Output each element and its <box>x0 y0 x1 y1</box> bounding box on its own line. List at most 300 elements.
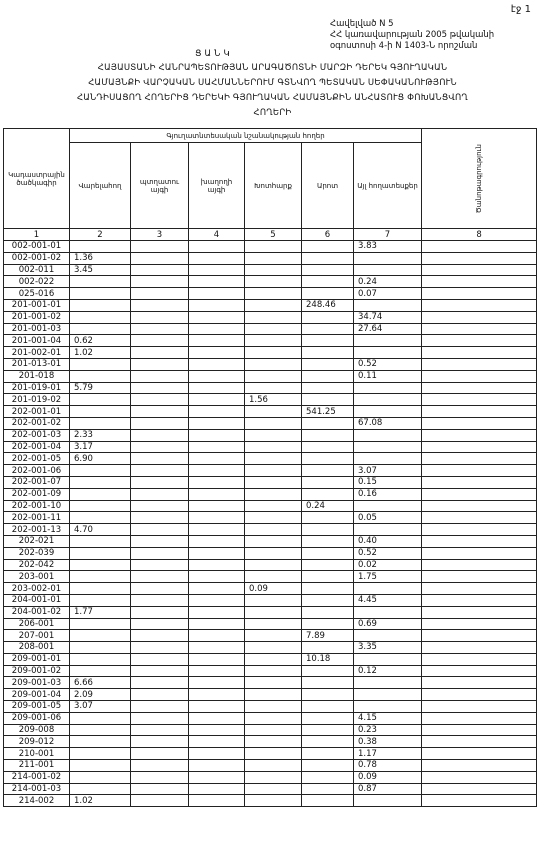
cadastral-code-cell: 214-001-03 <box>4 783 70 795</box>
table-row <box>4 335 537 347</box>
area-cell <box>131 571 189 583</box>
area-cell <box>189 701 245 713</box>
cadastral-code-cell: 209-012 <box>4 736 70 748</box>
table-row <box>4 288 537 300</box>
area-cell: 1.56 <box>245 394 302 406</box>
area-cell <box>245 712 302 724</box>
area-cell <box>70 653 131 665</box>
table-row <box>4 252 537 264</box>
note-cell <box>422 276 537 288</box>
cadastral-code-cell: 202-021 <box>4 535 70 547</box>
area-cell <box>131 394 189 406</box>
note-cell <box>422 665 537 677</box>
table-row <box>4 594 537 606</box>
area-cell <box>189 323 245 335</box>
note-cell <box>422 618 537 630</box>
area-cell <box>131 630 189 642</box>
area-cell <box>189 488 245 500</box>
area-cell <box>245 618 302 630</box>
area-cell <box>131 547 189 559</box>
table-row <box>4 476 537 488</box>
area-cell <box>302 276 354 288</box>
note-cell <box>422 559 537 571</box>
area-cell <box>302 535 354 547</box>
area-cell <box>189 795 245 807</box>
cadastral-code-cell: 002-011 <box>4 264 70 276</box>
area-cell <box>302 771 354 783</box>
cadastral-code-cell: 201-001-01 <box>4 299 70 311</box>
area-cell <box>70 465 131 477</box>
area-cell <box>189 689 245 701</box>
cadastral-code-cell: 214-001-02 <box>4 771 70 783</box>
area-cell <box>189 771 245 783</box>
cadastral-code-cell: 202-001-03 <box>4 429 70 441</box>
area-cell <box>189 288 245 300</box>
area-cell <box>354 701 422 713</box>
area-cell <box>245 677 302 689</box>
area-cell <box>354 299 422 311</box>
area-cell <box>302 665 354 677</box>
area-cell <box>354 394 422 406</box>
header-arable: Վարելահող <box>70 143 131 229</box>
note-cell <box>422 583 537 595</box>
area-cell <box>131 241 189 253</box>
note-cell <box>422 535 537 547</box>
area-cell <box>302 252 354 264</box>
area-cell <box>70 724 131 736</box>
table-row <box>4 465 537 477</box>
annex-decree-line: ՀՀ կառավարության 2005 թվականի <box>330 30 495 40</box>
note-cell <box>422 524 537 536</box>
area-cell <box>302 311 354 323</box>
area-cell <box>189 748 245 760</box>
area-cell <box>354 795 422 807</box>
area-cell <box>131 736 189 748</box>
area-cell <box>70 488 131 500</box>
area-cell <box>189 594 245 606</box>
area-cell: 0.15 <box>354 476 422 488</box>
area-cell <box>302 241 354 253</box>
cadastral-code-cell: 204-001-01 <box>4 594 70 606</box>
area-cell <box>245 701 302 713</box>
area-cell <box>70 642 131 654</box>
note-cell <box>422 748 537 760</box>
cadastral-code-cell: 202-001-06 <box>4 465 70 477</box>
area-cell <box>189 535 245 547</box>
area-cell <box>354 429 422 441</box>
note-cell <box>422 642 537 654</box>
area-cell: 1.36 <box>70 252 131 264</box>
area-cell <box>189 665 245 677</box>
area-cell <box>189 370 245 382</box>
area-cell <box>131 677 189 689</box>
cadastral-code-cell: 202-001-10 <box>4 500 70 512</box>
area-cell <box>354 653 422 665</box>
area-cell <box>302 783 354 795</box>
table-row <box>4 618 537 630</box>
area-cell <box>354 441 422 453</box>
area-cell <box>245 288 302 300</box>
area-cell: 0.07 <box>354 288 422 300</box>
area-cell <box>302 382 354 394</box>
table-row <box>4 276 537 288</box>
area-cell <box>70 417 131 429</box>
area-cell <box>302 394 354 406</box>
area-cell <box>302 488 354 500</box>
area-cell <box>302 512 354 524</box>
column-index-3: 3 <box>131 229 189 241</box>
area-cell <box>189 441 245 453</box>
area-cell <box>189 347 245 359</box>
area-cell <box>131 441 189 453</box>
area-cell <box>131 618 189 630</box>
area-cell: 0.24 <box>302 500 354 512</box>
area-cell <box>354 689 422 701</box>
area-cell <box>302 441 354 453</box>
header-pasture: Արոտ <box>302 143 354 229</box>
note-cell <box>422 370 537 382</box>
area-cell <box>131 771 189 783</box>
area-cell: 3.07 <box>70 701 131 713</box>
header-code: Կադաստրային ծածկագիր <box>4 129 70 229</box>
area-cell: 3.17 <box>70 441 131 453</box>
note-cell <box>422 701 537 713</box>
area-cell: 34.74 <box>354 311 422 323</box>
column-index-5: 5 <box>245 229 302 241</box>
note-cell <box>422 382 537 394</box>
cadastral-code-cell: 209-001-03 <box>4 677 70 689</box>
area-cell <box>245 748 302 760</box>
cadastral-code-cell: 202-001-04 <box>4 441 70 453</box>
area-cell: 2.09 <box>70 689 131 701</box>
area-cell <box>131 264 189 276</box>
note-cell <box>422 311 537 323</box>
area-cell <box>70 559 131 571</box>
area-cell: 6.66 <box>70 677 131 689</box>
area-cell: 541.25 <box>302 406 354 418</box>
cadastral-code-cell: 207-001 <box>4 630 70 642</box>
table-row <box>4 241 537 253</box>
page-number: էջ 1 <box>510 4 531 15</box>
area-cell <box>189 583 245 595</box>
table-row <box>4 630 537 642</box>
area-cell <box>354 606 422 618</box>
area-cell <box>302 358 354 370</box>
area-cell: 1.02 <box>70 347 131 359</box>
area-cell <box>302 323 354 335</box>
area-cell <box>189 417 245 429</box>
area-cell <box>302 453 354 465</box>
area-cell: 0.09 <box>354 771 422 783</box>
cadastral-code-cell: 202-001-05 <box>4 453 70 465</box>
column-index-7: 7 <box>354 229 422 241</box>
table-row <box>4 441 537 453</box>
note-cell <box>422 594 537 606</box>
note-cell <box>422 465 537 477</box>
header-agri-group: Գյուղատնտեսական նշանակության հողեր <box>70 129 422 143</box>
area-cell <box>189 618 245 630</box>
note-cell <box>422 630 537 642</box>
area-cell <box>131 559 189 571</box>
area-cell <box>245 535 302 547</box>
area-cell <box>354 583 422 595</box>
cadastral-code-cell: 002-022 <box>4 276 70 288</box>
header-note: Ծանոթագրություն <box>422 129 537 229</box>
annex-date-line: օգոստոսի 4-ի N 1403-Ն որոշման <box>330 41 478 51</box>
area-cell <box>302 335 354 347</box>
area-cell: 3.45 <box>70 264 131 276</box>
area-cell <box>131 653 189 665</box>
area-cell <box>245 642 302 654</box>
area-cell <box>131 382 189 394</box>
area-cell <box>245 606 302 618</box>
area-cell <box>131 406 189 418</box>
cadastral-code-cell: 214-002 <box>4 795 70 807</box>
note-cell <box>422 453 537 465</box>
area-cell <box>70 370 131 382</box>
area-cell <box>131 453 189 465</box>
area-cell <box>302 795 354 807</box>
area-cell <box>245 689 302 701</box>
area-cell <box>245 264 302 276</box>
table-row <box>4 712 537 724</box>
note-cell <box>422 394 537 406</box>
area-cell <box>245 465 302 477</box>
area-cell <box>131 476 189 488</box>
area-cell <box>245 335 302 347</box>
note-cell <box>422 347 537 359</box>
area-cell <box>354 630 422 642</box>
area-cell <box>245 417 302 429</box>
area-cell <box>189 724 245 736</box>
area-cell <box>245 429 302 441</box>
area-cell <box>131 500 189 512</box>
area-cell <box>70 358 131 370</box>
area-cell <box>70 311 131 323</box>
table-row <box>4 358 537 370</box>
area-cell <box>189 736 245 748</box>
note-cell <box>422 547 537 559</box>
area-cell: 0.09 <box>245 583 302 595</box>
area-cell: 67.08 <box>354 417 422 429</box>
area-cell <box>354 524 422 536</box>
area-cell <box>302 547 354 559</box>
column-index-6: 6 <box>302 229 354 241</box>
area-cell: 0.52 <box>354 358 422 370</box>
table-row <box>4 406 537 418</box>
area-cell <box>245 500 302 512</box>
area-cell <box>302 559 354 571</box>
cadastral-code-cell: 201-019-02 <box>4 394 70 406</box>
area-cell <box>70 406 131 418</box>
cadastral-code-cell: 201-018 <box>4 370 70 382</box>
area-cell <box>189 465 245 477</box>
cadastral-code-cell: 211-001 <box>4 760 70 772</box>
area-cell: 4.45 <box>354 594 422 606</box>
area-cell <box>131 299 189 311</box>
area-cell <box>131 748 189 760</box>
area-cell <box>70 760 131 772</box>
area-cell <box>245 571 302 583</box>
area-cell <box>302 760 354 772</box>
note-cell <box>422 406 537 418</box>
cadastral-code-cell: 206-001 <box>4 618 70 630</box>
area-cell <box>189 760 245 772</box>
area-cell <box>131 524 189 536</box>
column-index-1: 1 <box>4 229 70 241</box>
area-cell <box>189 406 245 418</box>
area-cell: 0.02 <box>354 559 422 571</box>
cadastral-code-cell: 201-002-01 <box>4 347 70 359</box>
area-cell <box>245 299 302 311</box>
area-cell <box>245 252 302 264</box>
note-cell <box>422 606 537 618</box>
cadastral-code-cell: 203-002-01 <box>4 583 70 595</box>
area-cell <box>245 476 302 488</box>
note-cell <box>422 441 537 453</box>
area-cell <box>70 323 131 335</box>
area-cell: 0.78 <box>354 760 422 772</box>
area-cell <box>302 748 354 760</box>
area-cell <box>302 677 354 689</box>
area-cell <box>131 512 189 524</box>
area-cell: 4.70 <box>70 524 131 536</box>
area-cell <box>189 252 245 264</box>
table-row <box>4 535 537 547</box>
cadastral-code-cell: 202-001-09 <box>4 488 70 500</box>
area-cell <box>302 264 354 276</box>
note-cell <box>422 476 537 488</box>
table-row <box>4 689 537 701</box>
cadastral-code-cell: 201-013-01 <box>4 358 70 370</box>
area-cell <box>245 512 302 524</box>
area-cell <box>245 795 302 807</box>
column-index-2: 2 <box>70 229 131 241</box>
area-cell <box>189 642 245 654</box>
area-cell <box>302 712 354 724</box>
cadastral-code-cell: 208-001 <box>4 642 70 654</box>
area-cell <box>189 241 245 253</box>
area-cell <box>245 241 302 253</box>
area-cell <box>131 594 189 606</box>
land-table <box>3 128 537 807</box>
area-cell <box>302 571 354 583</box>
table-row <box>4 760 537 772</box>
column-index-8: 8 <box>422 229 537 241</box>
cadastral-code-cell: 201-001-02 <box>4 311 70 323</box>
doc-title-line-2: ՀԱՄԱՅՆՔԻ ՎԱՐՉԱԿԱՆ ՍԱՀՄԱՆՆԵՐՈՒՄ ԳՏՆՎՈՂ ՊԵՏԱԿԱՆ ՍԵՓԱԿԱՆՈՒԹՅՈՒՆ <box>88 78 457 88</box>
area-cell <box>70 476 131 488</box>
area-cell <box>189 264 245 276</box>
area-cell <box>354 453 422 465</box>
area-cell <box>302 465 354 477</box>
area-cell: 0.12 <box>354 665 422 677</box>
note-cell <box>422 712 537 724</box>
area-cell <box>245 665 302 677</box>
area-cell <box>189 335 245 347</box>
cadastral-code-cell: 209-001-05 <box>4 701 70 713</box>
area-cell <box>245 311 302 323</box>
area-cell: 0.11 <box>354 370 422 382</box>
area-cell <box>302 724 354 736</box>
area-cell <box>70 736 131 748</box>
area-cell: 10.18 <box>302 653 354 665</box>
area-cell <box>189 524 245 536</box>
note-cell <box>422 512 537 524</box>
area-cell <box>354 252 422 264</box>
cadastral-code-cell: 204-001-02 <box>4 606 70 618</box>
area-cell <box>70 630 131 642</box>
area-cell <box>302 288 354 300</box>
area-cell: 0.16 <box>354 488 422 500</box>
area-cell <box>131 358 189 370</box>
area-cell <box>245 276 302 288</box>
cadastral-code-cell: 201-001-03 <box>4 323 70 335</box>
area-cell <box>302 347 354 359</box>
area-cell: 1.02 <box>70 795 131 807</box>
area-cell <box>245 783 302 795</box>
area-cell: 0.23 <box>354 724 422 736</box>
header-orchard: պտղատու այգի <box>131 143 189 229</box>
area-cell <box>354 677 422 689</box>
area-cell <box>189 299 245 311</box>
note-cell <box>422 571 537 583</box>
area-cell <box>70 512 131 524</box>
table-row <box>4 665 537 677</box>
area-cell <box>245 323 302 335</box>
area-cell: 27.64 <box>354 323 422 335</box>
area-cell <box>189 712 245 724</box>
table-row <box>4 394 537 406</box>
area-cell <box>131 712 189 724</box>
area-cell <box>131 606 189 618</box>
area-cell: 1.77 <box>70 606 131 618</box>
area-cell: 2.33 <box>70 429 131 441</box>
table-row <box>4 382 537 394</box>
annex-number: Հավելված N 5 <box>330 19 394 29</box>
area-cell: 248.46 <box>302 299 354 311</box>
note-cell <box>422 358 537 370</box>
table-row <box>4 512 537 524</box>
area-cell <box>131 488 189 500</box>
cadastral-code-cell: 002-001-02 <box>4 252 70 264</box>
area-cell: 1.75 <box>354 571 422 583</box>
doc-title-list: Ց Ա Ն Կ <box>195 49 230 59</box>
area-cell <box>131 795 189 807</box>
area-cell <box>302 689 354 701</box>
area-cell <box>189 453 245 465</box>
area-cell <box>189 677 245 689</box>
area-cell <box>189 653 245 665</box>
area-cell <box>131 323 189 335</box>
table-row <box>4 453 537 465</box>
area-cell <box>131 535 189 547</box>
area-cell <box>245 382 302 394</box>
area-cell <box>70 535 131 547</box>
note-cell <box>422 771 537 783</box>
area-cell <box>302 583 354 595</box>
note-cell <box>422 677 537 689</box>
area-cell <box>189 311 245 323</box>
area-cell <box>302 429 354 441</box>
header-hayfield: Խոտհարք <box>245 143 302 229</box>
table-row <box>4 488 537 500</box>
note-cell <box>422 252 537 264</box>
area-cell <box>189 606 245 618</box>
column-index-row <box>4 229 537 241</box>
cadastral-code-cell: 202-039 <box>4 547 70 559</box>
area-cell <box>189 547 245 559</box>
